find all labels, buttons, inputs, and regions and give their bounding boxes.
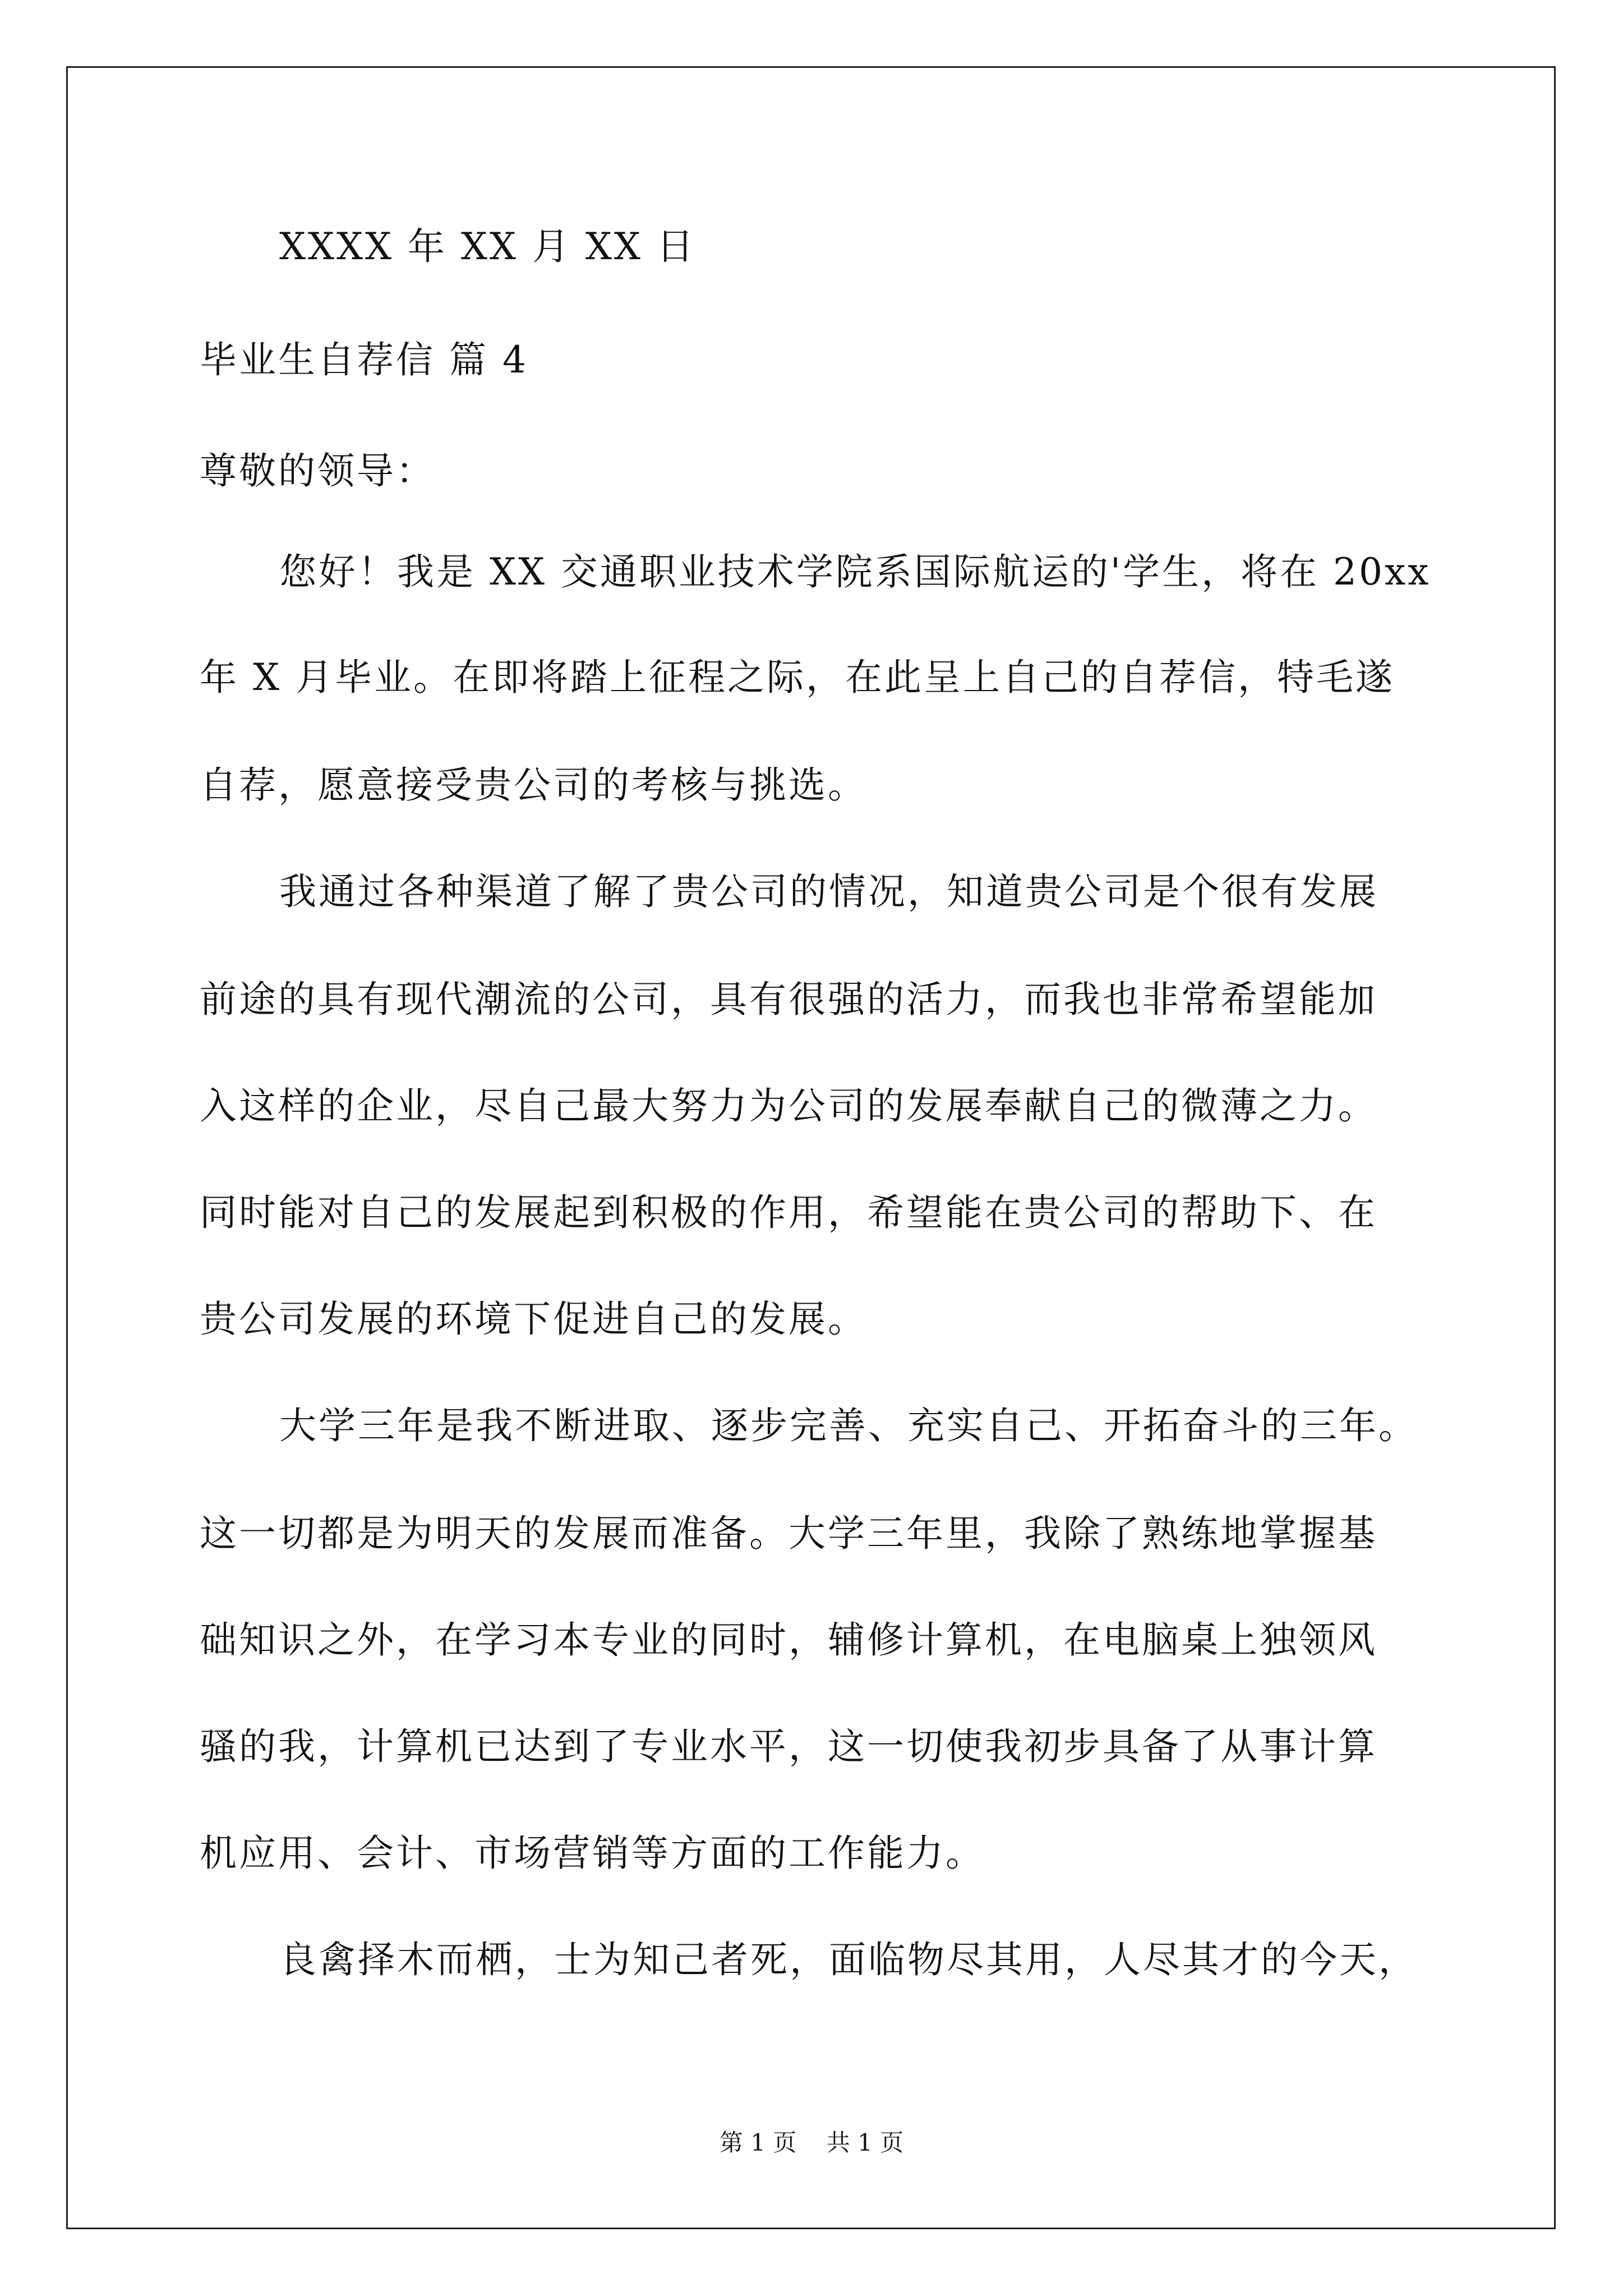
body-line: 入这样的企业，尽自己最大努力为公司的发展奉献自己的微薄之力。 xyxy=(200,1084,1377,1128)
body-line: 骚的我，计算机已达到了专业水平，这一切使我初步具备了从事计算 xyxy=(200,1725,1377,1768)
body-line: 同时能对自己的发展起到积极的作用，希望能在贵公司的帮助下、在 xyxy=(200,1191,1377,1234)
body-line: 这一切都是为明天的发展而准备。大学三年里，我除了熟练地掌握基 xyxy=(200,1512,1377,1555)
date-line: XXXX 年 XX 月 XX 日 xyxy=(279,225,696,268)
body-line: 大学三年是我不断进取、逐步完善、充实自己、开拓奋斗的三年。 xyxy=(279,1404,1418,1447)
body-line: 础知识之外，在学习本专业的同时，辅修计算机，在电脑桌上独领风 xyxy=(200,1618,1377,1662)
body-line: 我通过各种渠道了解了贵公司的情况，知道贵公司是个很有发展 xyxy=(279,870,1378,913)
body-line: 您好！我是 XX 交通职业技术学院系国际航运的'学生，将在 20xx xyxy=(279,550,1431,593)
page-footer: 第 1 页 共 1 页 xyxy=(719,2129,904,2156)
body-line: 机应用、会计、市场营销等方面的工作能力。 xyxy=(200,1832,985,1875)
salutation: 尊敬的领导： xyxy=(200,449,435,493)
page-border xyxy=(66,66,1556,2229)
body-line: 年 X 月毕业。在即将踏上征程之际，在此呈上自己的自荐信，特毛遂 xyxy=(200,656,1395,699)
body-line: 良禽择木而栖，士为知己者死，面临物尽其用，人尽其才的今天， xyxy=(279,1938,1418,1981)
body-line: 贵公司发展的环境下促进自己的发展。 xyxy=(200,1297,867,1341)
body-line: 前途的具有现代潮流的公司，具有很强的活力，而我也非常希望能加 xyxy=(200,978,1377,1021)
letter-heading: 毕业生自荐信 篇 4 xyxy=(200,338,528,381)
body-line: 自荐，愿意接受贵公司的考核与挑选。 xyxy=(200,763,867,807)
